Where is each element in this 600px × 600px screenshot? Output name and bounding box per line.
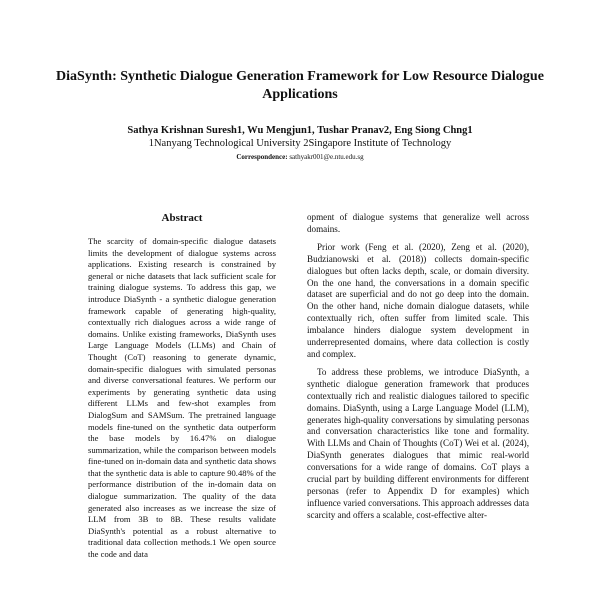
abstract-body bbox=[88, 236, 276, 561]
abstract-heading: Abstract bbox=[161, 212, 203, 224]
affiliations: 1Nanyang Technological University 2Singapore Institute of Technology bbox=[148, 138, 452, 149]
introduction-column bbox=[307, 212, 529, 522]
correspondence-label: Correspondence: bbox=[236, 153, 288, 161]
intro-paragraph-2: Prior work (Feng et al. (2020), Zeng et al. (2020), Budzianowski et al. (2018)) collects domain-specific dialogues but often lacks depth, scale, or domain diversity. On the one hand, the conversations in a domain specific dataset are superficial and do not go deep into the domain. On the other hand, niche domain dialogue datasets, while contextually rich, often suffer from limited scale. This imbalance hinders dialogue system development in underrepresented domains, where data collection is costly and complex. bbox=[307, 241, 529, 359]
author-list: Sathya Krishnan Suresh1, Wu Mengjun1, Tushar Pranav2, Eng Siong Chng1 bbox=[127, 125, 473, 136]
intro-paragraph-1: opment of dialogue systems that generalize well across domains. bbox=[307, 212, 529, 234]
paper-title: DiaSynth: Synthetic Dialogue Generation Framework for Low Resource Dialogue Applications bbox=[56, 69, 544, 102]
correspondence bbox=[40, 152, 560, 162]
abstract-paragraph: The scarcity of domain-specific dialogue datasets limits the development of dialogue systems across applications. Existing research is constrained by general or niche datasets that lack sufficient scale for training dialogue systems. To address this gap, we introduce DiaSynth - a synthetic dialogue generation framework capable of generating high-quality, contextually rich dialogues across a wide range of domains. Unlike existing frameworks, DiaSynth uses Large Language Models (LLMs) and Chain of Thought (CoT) reasoning to generate dynamic, domain-specific dialogues with simulated personas and diverse conversational features. We perform our experiments by generating synthetic data using different LLMs and few-shot examples from DialogSum and SAMSum. The pretrained language models fine-tuned on the synthetic data outperform the base models by 16.47% on dialogue summarization, while the comparison between models fine-tuned on in-domain data and synthetic data shows that the synthetic data is able to capture 90.48% of the performance distribution of the in-domain data on dialogue summarization. The quality of the data generated also increases as we increase the size of LLM from 3B to 8B. These results validate DiaSynth's potential as a robust alternative to traditional data collection methods.1 We open source the code and data bbox=[88, 236, 276, 560]
intro-paragraph-3: To address these problems, we introduce DiaSynth, a synthetic dialogue generation framework that produces contextually rich and realistic dialogues tailored to specific domains. DiaSynth, using a Large Language Model (LLM), generates high-quality conversations by simulating personas and conversation characteristics like tone and formality. With LLMs and Chain of Thoughts (CoT) Wei et al. (2024), DiaSynth generates dialogues that mimic real-world conversations for a wide range of domains. CoT plays a crucial part by building different environments for different personas (refer to Appendix D for examples) which influence varied conversations. This approach addresses data scarcity and offers a scalable, cost-effective alter- bbox=[307, 366, 529, 520]
correspondence-email[interactable]: sathyakr001@e.ntu.edu.sg bbox=[289, 153, 364, 161]
